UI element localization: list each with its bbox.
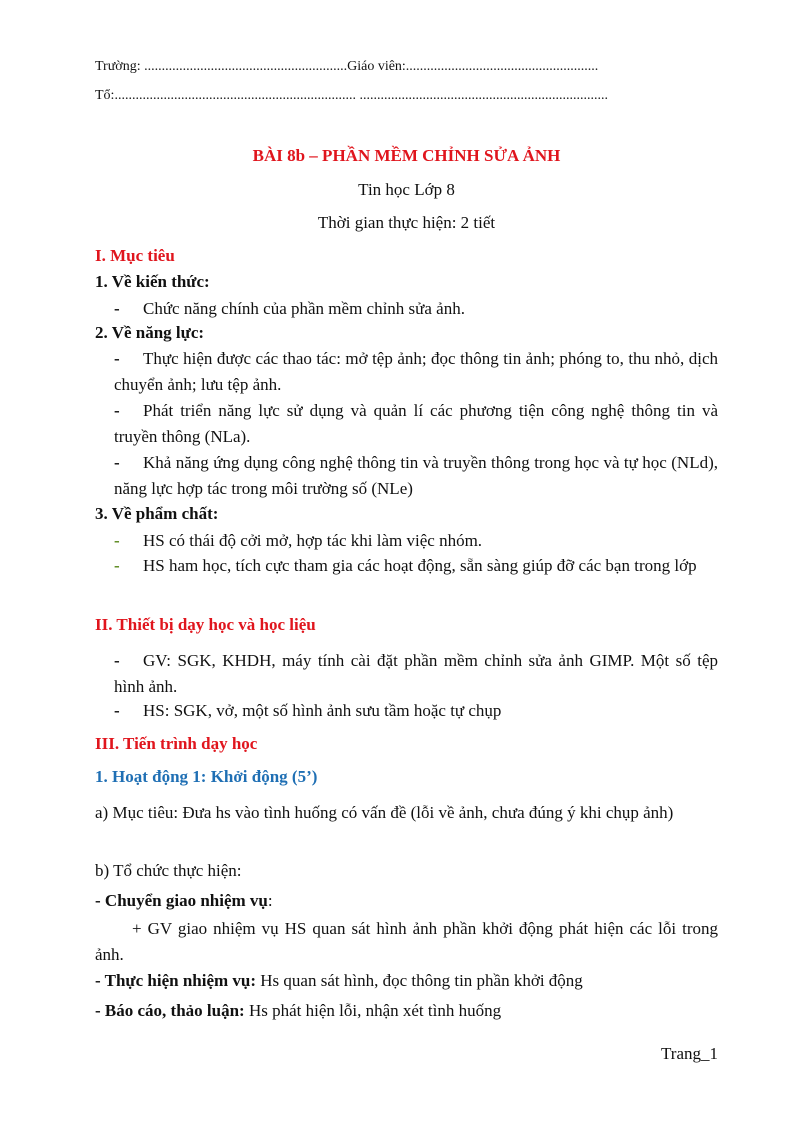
header-group: Tổ:..................................................................... ....................................................................... [95,88,608,103]
activity1-objective: a) Mục tiêu: Đưa hs vào tình huống có vấn đề (lỗi về ảnh, chưa đúng ý khi chụp ảnh) [95,803,674,822]
bullet-dash: - [114,651,120,670]
qualities-item [114,528,718,554]
activity1-heading: 1. Hoạt động 1: Khởi động (5’) [95,767,318,786]
equipment-item-text: GV: SGK, KHDH, máy tính cài đặt phần mềm chỉnh sửa ảnh GIMP. Một số tệp hình ảnh. [114,651,718,696]
task-colon: : [267,891,273,910]
report-text: Hs phát hiện lỗi, nhận xét tình huống [244,1001,502,1020]
bullet-dash: - [114,701,120,720]
competence-item-text: Phát triển năng lực sử dụng và quản lí các phương tiện công nghệ thông tin và truyền thông (NLa). [114,401,718,446]
perform-line [95,968,718,994]
header-school-teacher: Trường: ..........................................................Giáo viên:....................................................... [95,59,599,74]
competence-heading: 2. Về năng lực: [95,323,205,342]
lesson-title: BÀI 8b – PHẦN MỀM CHỈNH SỬA ẢNH [252,146,561,165]
report-line [95,998,718,1024]
perform-label: - Thực hiện nhiệm vụ: [95,971,257,990]
task-detail: + GV giao nhiệm vụ HS quan sát hình ảnh phần khởi động phát hiện các lỗi trong ảnh. [95,919,718,964]
section-process-heading: III. Tiến trình dạy học [95,734,258,753]
qualities-item [114,553,718,579]
lesson-duration: Thời gian thực hiện: 2 tiết [317,213,496,232]
lesson-subject: Tin học Lớp 8 [358,180,455,199]
bullet-dash: - [114,299,120,318]
page-number: Trang_1 [661,1044,718,1063]
knowledge-item-text: Chức năng chính của phần mềm chỉnh sửa ảnh. [143,299,465,318]
task-label: - Chuyển giao nhiệm vụ [95,891,268,910]
bullet-dash: - [114,531,120,550]
bullet-dash: - [114,401,120,420]
competence-item-text: Thực hiện được các thao tác: mở tệp ảnh; đọc thông tin ảnh; phóng to, thu nhỏ, dịch chuyển ảnh; lưu tệp ảnh. [114,349,718,394]
competence-item [114,398,718,450]
equipment-item [114,698,718,724]
section-equipment-heading: II. Thiết bị dạy học và học liệu [95,615,316,634]
equipment-item-text: HS: SGK, vở, một số hình ảnh sưu tầm hoặc tự chụp [143,701,502,720]
task-assignment-line [95,888,718,914]
knowledge-item [114,296,718,322]
qualities-item-text: HS ham học, tích cực tham gia các hoạt động, sẵn sàng giúp đỡ các bạn trong lớp [143,556,697,575]
report-label: - Báo cáo, thảo luận: [95,1001,245,1020]
competence-item [114,346,718,398]
bullet-dash: - [114,556,120,575]
bullet-dash: - [114,453,120,472]
qualities-item-text: HS có thái độ cởi mở, hợp tác khi làm việc nhóm. [143,531,483,550]
competence-item-text: Khả năng ứng dụng công nghệ thông tin và truyền thông trong học và tự học (NLd), năng lực hợp tác trong môi trường số (NLe) [114,453,718,498]
perform-text: Hs quan sát hình, đọc thông tin phần khởi động [256,971,583,990]
activity1-organization: b) Tổ chức thực hiện: [95,861,242,880]
section-objectives-heading: I. Mục tiêu [95,246,175,265]
equipment-item [114,648,718,700]
qualities-heading: 3. Về phẩm chất: [95,504,219,523]
bullet-dash: - [114,349,120,368]
competence-item [114,450,718,502]
knowledge-heading: 1. Về kiến thức: [95,272,210,291]
